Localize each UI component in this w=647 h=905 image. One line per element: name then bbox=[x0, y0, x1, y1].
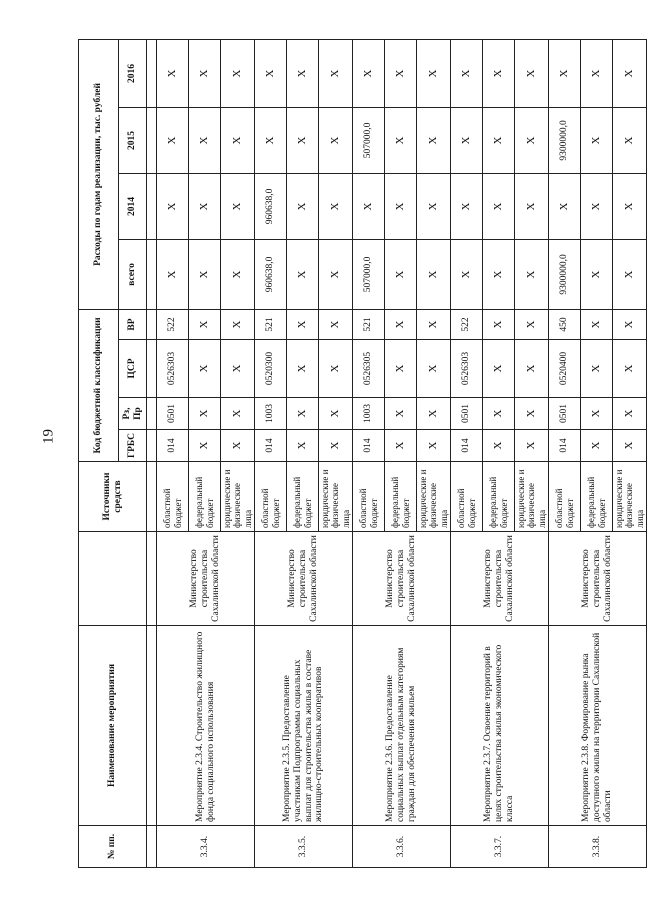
total-amount: Х bbox=[221, 239, 255, 309]
amount-2014: Х bbox=[189, 173, 221, 239]
amount-2016: Х bbox=[353, 39, 385, 107]
csr-code: Х bbox=[221, 340, 255, 398]
grbs-code: Х bbox=[417, 430, 451, 462]
amount-2016: Х bbox=[221, 39, 255, 107]
funding-source: юридические и физические лица bbox=[221, 462, 255, 532]
total-amount: 507000,0 bbox=[353, 239, 385, 309]
amount-2015: Х bbox=[451, 107, 483, 173]
vr-code: Х bbox=[319, 309, 353, 339]
csr-code: Х bbox=[417, 340, 451, 398]
vr-code: 522 bbox=[157, 309, 189, 339]
header-rzpr: Рз, Пр bbox=[119, 398, 147, 430]
rzpr-code: 0501 bbox=[157, 398, 189, 430]
funding-source: областной бюджет bbox=[255, 462, 287, 532]
total-amount: 9300000,0 bbox=[549, 239, 581, 309]
csr-code: Х bbox=[581, 340, 613, 398]
amount-2014: Х bbox=[451, 173, 483, 239]
vr-code: 521 bbox=[255, 309, 287, 339]
funding-source: федеральный бюджет bbox=[581, 462, 613, 532]
amount-2015: Х bbox=[515, 107, 549, 173]
amount-2015: Х bbox=[189, 107, 221, 173]
measure-name: Мероприятие 2.3.5. Предоставление участникам Подпрограммы социальных выплат для строительства жилья в составе жилищно-строительных кооперативов bbox=[255, 626, 353, 826]
amount-2015: Х bbox=[157, 107, 189, 173]
csr-code: Х bbox=[483, 340, 515, 398]
measure-name: Мероприятие 2.3.8. Формирование рынка доступного жилья на территории Сахалинской области bbox=[549, 626, 647, 826]
amount-2016: Х bbox=[189, 39, 221, 107]
amount-2015: 507000,0 bbox=[353, 107, 385, 173]
header-2015: 2015 bbox=[119, 107, 147, 173]
total-amount: Х bbox=[319, 239, 353, 309]
amount-2016: Х bbox=[385, 39, 417, 107]
header-vr: ВР bbox=[119, 309, 147, 339]
amount-2014: Х bbox=[515, 173, 549, 239]
funding-source: областной бюджет bbox=[451, 462, 483, 532]
rzpr-code: 0501 bbox=[451, 398, 483, 430]
amount-2015: Х bbox=[483, 107, 515, 173]
funding-source: областной бюджет bbox=[549, 462, 581, 532]
grbs-code: Х bbox=[287, 430, 319, 462]
amount-2016: Х bbox=[515, 39, 549, 107]
vr-code: Х bbox=[483, 309, 515, 339]
amount-2015: Х bbox=[417, 107, 451, 173]
header-num: № пп. bbox=[79, 826, 147, 868]
amount-2014: Х bbox=[157, 173, 189, 239]
amount-2016: Х bbox=[581, 39, 613, 107]
row-number: 3.3.5. bbox=[255, 826, 353, 868]
amount-2014: Х bbox=[221, 173, 255, 239]
total-amount: Х bbox=[483, 239, 515, 309]
total-amount: Х bbox=[157, 239, 189, 309]
header-total: всего bbox=[119, 239, 147, 309]
grbs-code: Х bbox=[483, 430, 515, 462]
rzpr-code: Х bbox=[417, 398, 451, 430]
grbs-code: Х bbox=[189, 430, 221, 462]
funding-source: федеральный бюджет bbox=[189, 462, 221, 532]
csr-code: 0526305 bbox=[353, 340, 385, 398]
amount-2016: Х bbox=[613, 39, 647, 107]
header-expenses-group: Расходы по годам реализации, тыс. рублей bbox=[79, 39, 119, 309]
grbs-code: Х bbox=[581, 430, 613, 462]
vr-code: 522 bbox=[451, 309, 483, 339]
csr-code: Х bbox=[613, 340, 647, 398]
csr-code: 0520300 bbox=[255, 340, 287, 398]
amount-2014: Х bbox=[287, 173, 319, 239]
grbs-code: Х bbox=[385, 430, 417, 462]
total-amount: Х bbox=[613, 239, 647, 309]
measure-name: Мероприятие 2.3.7. Освоение территорий в целях строительства жилья экономического класса bbox=[451, 626, 549, 826]
funding-source: федеральный бюджет bbox=[483, 462, 515, 532]
csr-code: Х bbox=[385, 340, 417, 398]
amount-2014: Х bbox=[319, 173, 353, 239]
rotated-table-container bbox=[78, 40, 645, 868]
grbs-code: 014 bbox=[157, 430, 189, 462]
vr-code: Х bbox=[417, 309, 451, 339]
header-name: Наименование мероприятия bbox=[79, 626, 147, 826]
rzpr-code: 0501 bbox=[549, 398, 581, 430]
header-2014: 2014 bbox=[119, 173, 147, 239]
rzpr-code: Х bbox=[287, 398, 319, 430]
expenditure-table bbox=[78, 39, 647, 868]
grbs-code: 014 bbox=[451, 430, 483, 462]
funding-source: юридические и физические лица bbox=[515, 462, 549, 532]
funding-source: юридические и физические лица bbox=[417, 462, 451, 532]
funding-source: областной бюджет bbox=[353, 462, 385, 532]
funding-source: федеральный бюджет bbox=[385, 462, 417, 532]
csr-code: 0520400 bbox=[549, 340, 581, 398]
total-amount: 960638,0 bbox=[255, 239, 287, 309]
rzpr-code: Х bbox=[189, 398, 221, 430]
row-number: 3.3.8. bbox=[549, 826, 647, 868]
total-amount: Х bbox=[189, 239, 221, 309]
grbs-code: 014 bbox=[255, 430, 287, 462]
row-number: 3.3.7. bbox=[451, 826, 549, 868]
amount-2015: 9300000,0 bbox=[549, 107, 581, 173]
amount-2016: Х bbox=[417, 39, 451, 107]
header-executor bbox=[79, 532, 147, 626]
csr-code: Х bbox=[287, 340, 319, 398]
amount-2015: Х bbox=[319, 107, 353, 173]
amount-2015: Х bbox=[255, 107, 287, 173]
total-amount: Х bbox=[287, 239, 319, 309]
amount-2014: Х bbox=[353, 173, 385, 239]
table-row bbox=[255, 39, 287, 867]
vr-code: Х bbox=[385, 309, 417, 339]
amount-2015: Х bbox=[613, 107, 647, 173]
amount-2015: Х bbox=[287, 107, 319, 173]
amount-2014: Х bbox=[417, 173, 451, 239]
amount-2014: Х bbox=[549, 173, 581, 239]
vr-code: Х bbox=[515, 309, 549, 339]
vr-code: 521 bbox=[353, 309, 385, 339]
header-grbs: ГРБС bbox=[119, 430, 147, 462]
amount-2016: Х bbox=[549, 39, 581, 107]
table-row bbox=[451, 39, 483, 867]
grbs-code: Х bbox=[319, 430, 353, 462]
amount-2014: Х bbox=[483, 173, 515, 239]
table-row bbox=[157, 39, 189, 867]
amount-2014: Х bbox=[385, 173, 417, 239]
row-number: 3.3.6. bbox=[353, 826, 451, 868]
rzpr-code: Х bbox=[483, 398, 515, 430]
header-source: Источники средств bbox=[79, 462, 147, 532]
vr-code: Х bbox=[287, 309, 319, 339]
rzpr-code: Х bbox=[319, 398, 353, 430]
amount-2016: Х bbox=[287, 39, 319, 107]
executor: Министерство строительства Сахалинской области bbox=[549, 532, 647, 626]
executor: Министерство строительства Сахалинской области bbox=[157, 532, 255, 626]
executor: Министерство строительства Сахалинской области bbox=[255, 532, 353, 626]
total-amount: Х bbox=[417, 239, 451, 309]
executor: Министерство строительства Сахалинской области bbox=[451, 532, 549, 626]
amount-2014: Х bbox=[581, 173, 613, 239]
row-number: 3.3.4. bbox=[157, 826, 255, 868]
csr-code: Х bbox=[189, 340, 221, 398]
header-code-group: Код бюджетной классификации bbox=[79, 309, 119, 461]
funding-source: юридические и физические лица bbox=[613, 462, 647, 532]
header-csr: ЦСР bbox=[119, 340, 147, 398]
total-amount: Х bbox=[581, 239, 613, 309]
rzpr-code: 1003 bbox=[353, 398, 385, 430]
amount-2016: Х bbox=[483, 39, 515, 107]
rzpr-code: Х bbox=[221, 398, 255, 430]
grbs-code: 014 bbox=[549, 430, 581, 462]
executor: Министерство строительства Сахалинской области bbox=[353, 532, 451, 626]
csr-code: 0526303 bbox=[451, 340, 483, 398]
amount-2016: Х bbox=[319, 39, 353, 107]
amount-2014: Х bbox=[613, 173, 647, 239]
vr-code: Х bbox=[189, 309, 221, 339]
page-number: 19 bbox=[40, 429, 57, 444]
funding-source: федеральный бюджет bbox=[287, 462, 319, 532]
grbs-code: Х bbox=[221, 430, 255, 462]
amount-2016: Х bbox=[157, 39, 189, 107]
measure-name: Мероприятие 2.3.4. Строительство жилищного фонда социального использования bbox=[157, 626, 255, 826]
grbs-code: Х bbox=[515, 430, 549, 462]
vr-code: Х bbox=[613, 309, 647, 339]
table-row bbox=[353, 39, 385, 867]
measure-name: Мероприятие 2.3.6. Предоставление социальных выплат отдельным категориям граждан для обеспечения жильем bbox=[353, 626, 451, 826]
grbs-code: Х bbox=[613, 430, 647, 462]
rzpr-code: Х bbox=[581, 398, 613, 430]
csr-code: 0526303 bbox=[157, 340, 189, 398]
rzpr-code: 1003 bbox=[255, 398, 287, 430]
rzpr-code: Х bbox=[385, 398, 417, 430]
total-amount: Х bbox=[451, 239, 483, 309]
amount-2015: Х bbox=[581, 107, 613, 173]
rzpr-code: Х bbox=[613, 398, 647, 430]
amount-2014: 960638,0 bbox=[255, 173, 287, 239]
vr-code: Х bbox=[581, 309, 613, 339]
funding-source: областной бюджет bbox=[157, 462, 189, 532]
csr-code: Х bbox=[319, 340, 353, 398]
amount-2015: Х bbox=[385, 107, 417, 173]
header-2016: 2016 bbox=[119, 39, 147, 107]
rzpr-code: Х bbox=[515, 398, 549, 430]
vr-code: Х bbox=[221, 309, 255, 339]
amount-2016: Х bbox=[255, 39, 287, 107]
total-amount: Х bbox=[385, 239, 417, 309]
amount-2016: Х bbox=[451, 39, 483, 107]
table-row bbox=[549, 39, 581, 867]
table-body bbox=[157, 39, 647, 867]
total-amount: Х bbox=[515, 239, 549, 309]
grbs-code: 014 bbox=[353, 430, 385, 462]
amount-2015: Х bbox=[221, 107, 255, 173]
vr-code: 450 bbox=[549, 309, 581, 339]
funding-source: юридические и физические лица bbox=[319, 462, 353, 532]
csr-code: Х bbox=[515, 340, 549, 398]
